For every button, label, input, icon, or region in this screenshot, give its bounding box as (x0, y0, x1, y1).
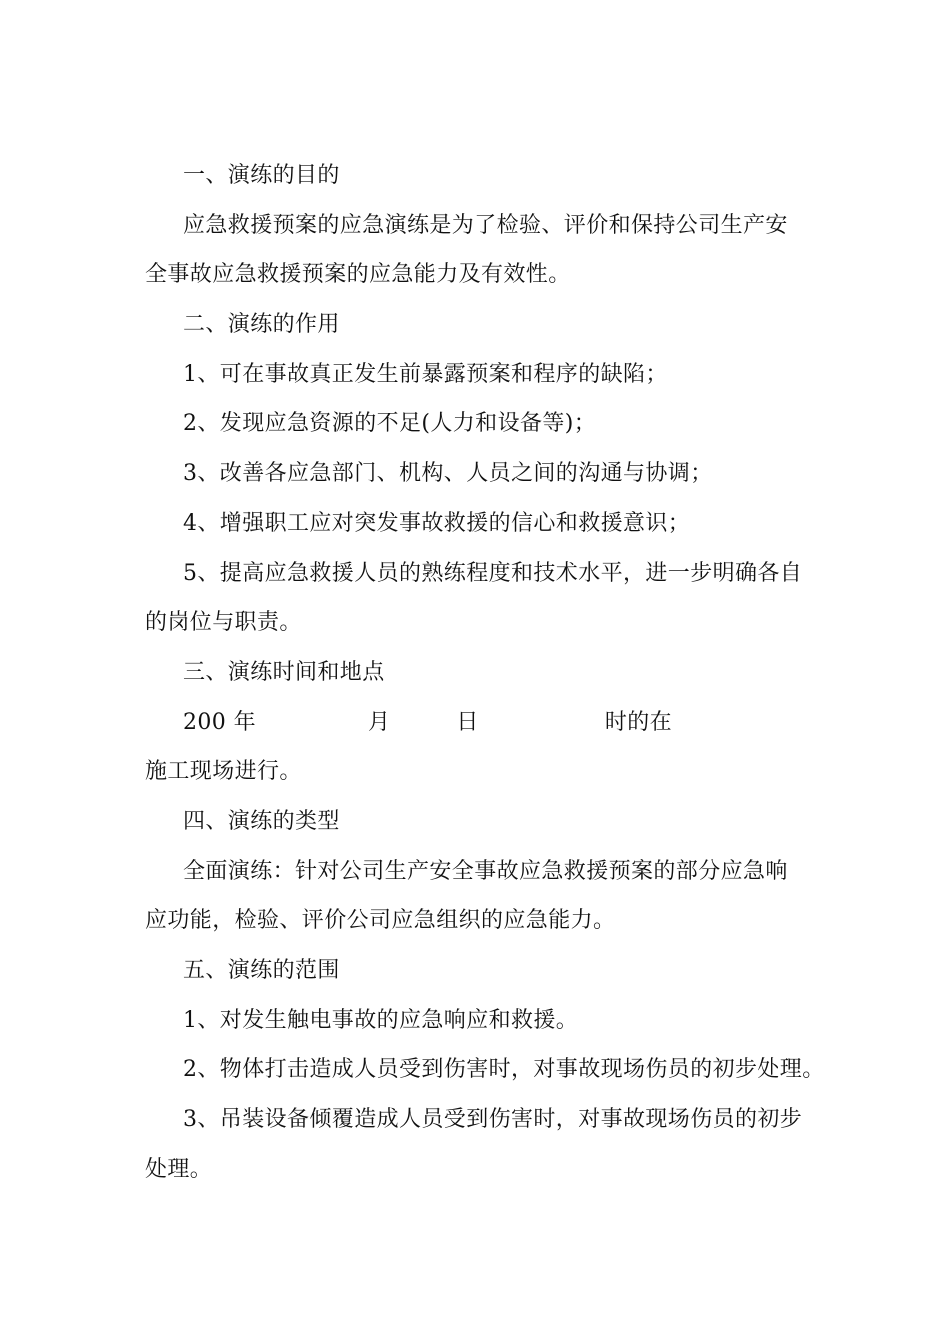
purpose-paragraph-line-1: 应急救援预案的应急演练是为了检验、评价和保持公司生产安 (183, 212, 788, 238)
function-item-4: 4、增强职工应对突发事故救援的信心和救援意识； (183, 510, 691, 536)
function-item-3: 3、改善各应急部门、机构、人员之间的沟通与协调； (183, 461, 713, 487)
scope-item-1: 1、对发生触电事故的应急响应和救援。 (183, 1007, 579, 1033)
type-paragraph-line-2: 应功能，检验、评价公司应急组织的应急能力。 (145, 908, 616, 934)
scope-item-2: 2、物体打击造成人员受到伤害时，对事故现场伤员的初步处理。 (183, 1057, 825, 1083)
function-item-5-line-1: 5、提高应急救援人员的熟练程度和技术水平，进一步明确各自 (183, 560, 803, 586)
location-line: 施工现场进行。 (145, 759, 302, 785)
purpose-paragraph-line-2: 全事故应急救援预案的应急能力及有效性。 (145, 262, 571, 288)
year-prefix: 200 (183, 709, 227, 735)
function-item-1: 1、可在事故真正发生前暴露预案和程序的缺陷； (183, 361, 668, 387)
year-label: 年 (233, 709, 257, 735)
section-heading-scope: 五、演练的范围 (183, 958, 340, 983)
type-paragraph-line-1: 全面演练：针对公司生产安全事故应急救援预案的部分应急响 (183, 858, 788, 884)
month-label: 月 (368, 709, 391, 735)
section-heading-type: 四、演练的类型 (183, 808, 340, 834)
scope-item-3-line-1: 3、吊装设备倾覆造成人员受到伤害时，对事故现场伤员的初步 (183, 1107, 803, 1133)
day-label: 日 (456, 709, 479, 735)
function-item-5-line-2: 的岗位与职责。 (145, 610, 302, 636)
section-heading-purpose: 一、演练的目的 (183, 163, 340, 188)
hour-suffix: 时的在 (604, 709, 673, 735)
date-line (145, 698, 810, 748)
section-heading-function: 二、演练的作用 (183, 312, 340, 338)
scope-item-3-line-2: 处理。 (145, 1156, 213, 1182)
document-body (145, 151, 825, 1194)
section-heading-time-place: 三、演练时间和地点 (183, 659, 385, 685)
function-item-2: 2、发现应急资源的不足(人力和设备等)； (183, 411, 597, 437)
